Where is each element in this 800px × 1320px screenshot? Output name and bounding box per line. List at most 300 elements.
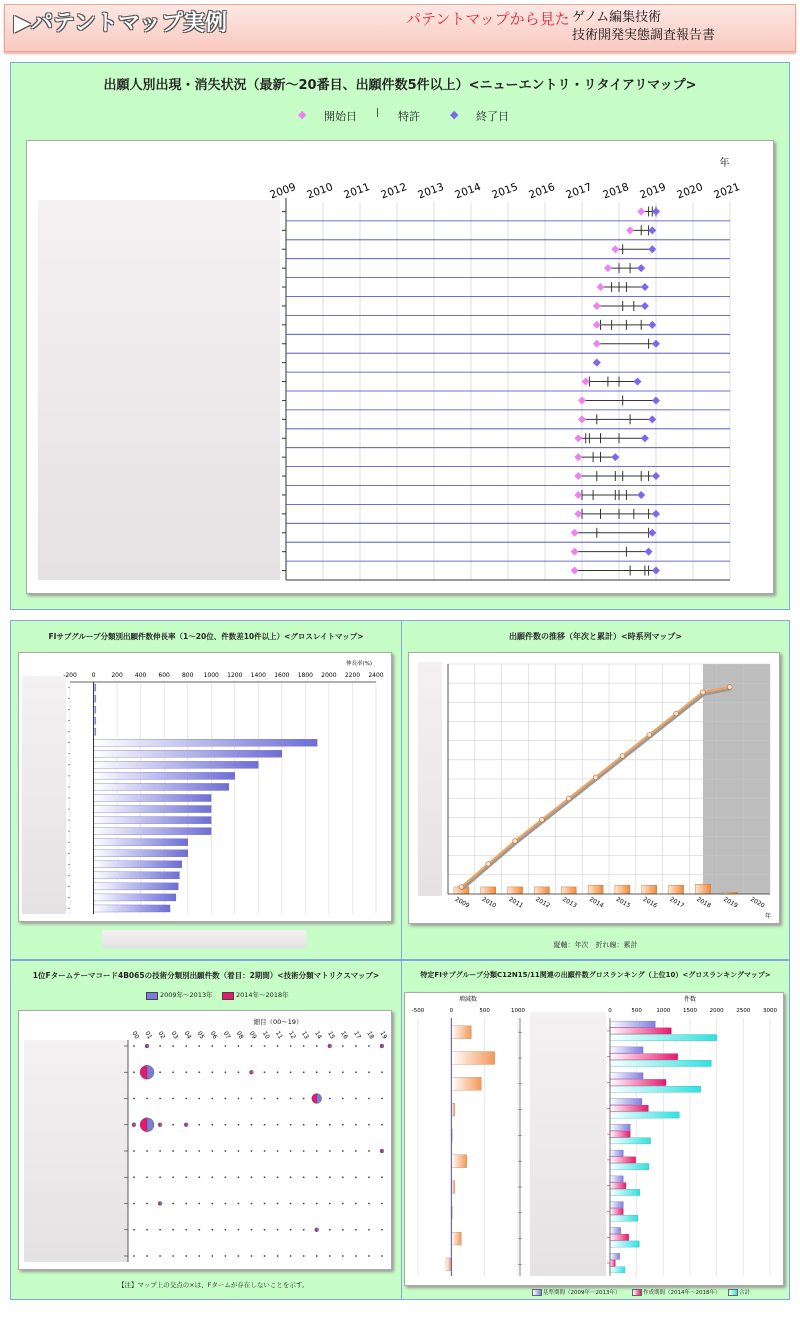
x-tick-label: 600 bbox=[158, 672, 170, 679]
end-date-marker bbox=[648, 321, 656, 329]
empty-intersection bbox=[159, 1071, 161, 1073]
empty-intersection bbox=[251, 1045, 253, 1047]
empty-intersection bbox=[211, 1203, 213, 1205]
empty-intersection bbox=[133, 1150, 135, 1152]
column-label: 19 bbox=[378, 1030, 389, 1041]
empty-intersection bbox=[355, 1203, 357, 1205]
bubble-period1-half bbox=[330, 1044, 332, 1048]
empty-intersection bbox=[198, 1045, 200, 1047]
empty-intersection bbox=[277, 1098, 279, 1100]
start-date-marker bbox=[574, 453, 582, 461]
time-series-plot bbox=[408, 652, 780, 924]
empty-intersection bbox=[211, 1229, 213, 1231]
right-tick-label: 2000 bbox=[709, 1008, 724, 1014]
start-date-marker bbox=[597, 283, 605, 291]
empty-intersection bbox=[277, 1045, 279, 1047]
bubble-period2-half bbox=[132, 1123, 134, 1127]
year-tick-label: 2021 bbox=[712, 180, 742, 202]
growth-bar bbox=[94, 850, 188, 857]
count-bar bbox=[610, 1131, 630, 1137]
empty-intersection bbox=[198, 1098, 200, 1100]
empty-intersection bbox=[146, 1150, 148, 1152]
empty-intersection bbox=[198, 1124, 200, 1126]
empty-intersection bbox=[316, 1203, 318, 1205]
legend-period2-label: 2014年～2018年 bbox=[236, 991, 289, 999]
year-tick-label: 2012 bbox=[379, 180, 409, 202]
count-bar bbox=[610, 1079, 666, 1085]
empty-intersection bbox=[355, 1255, 357, 1257]
empty-intersection bbox=[185, 1071, 187, 1073]
empty-intersection bbox=[172, 1098, 174, 1100]
column-label: 03 bbox=[169, 1030, 180, 1041]
annual-bar bbox=[534, 887, 549, 894]
empty-intersection bbox=[224, 1176, 226, 1178]
empty-intersection bbox=[329, 1098, 331, 1100]
start-date-marker bbox=[571, 567, 579, 575]
empty-intersection bbox=[185, 1150, 187, 1152]
empty-intersection bbox=[224, 1045, 226, 1047]
entry-retire-title: 出願人別出現・消失状況（最新～20番目、出願件数5件以上）<ニューエントリ・リタイアリマップ> bbox=[103, 78, 697, 93]
count-bar bbox=[610, 1054, 678, 1060]
empty-intersection bbox=[251, 1124, 253, 1126]
year-tick-label: 2019 bbox=[638, 180, 668, 202]
growth-bar bbox=[94, 783, 229, 790]
empty-intersection bbox=[355, 1098, 357, 1100]
bubble-period1-half bbox=[147, 1044, 149, 1048]
empty-intersection bbox=[381, 1255, 383, 1257]
empty-intersection bbox=[329, 1176, 331, 1178]
empty-intersection bbox=[133, 1098, 135, 1100]
end-date-marker bbox=[641, 283, 649, 291]
start-date-marker bbox=[574, 472, 582, 480]
bubble-period2-half bbox=[249, 1070, 251, 1074]
left-axis-label: 増減数 bbox=[458, 996, 478, 1003]
empty-intersection bbox=[159, 1150, 161, 1152]
right-axis-label: 件数 bbox=[683, 996, 697, 1003]
end-date-marker bbox=[637, 264, 645, 272]
diff-bar bbox=[451, 1155, 466, 1168]
start-date-marker bbox=[574, 491, 582, 499]
count-bar bbox=[610, 1164, 649, 1170]
year-tick-label: 2015 bbox=[490, 180, 520, 202]
year-tick-label: 2016 bbox=[641, 895, 659, 910]
year-tick-label: 2013 bbox=[561, 895, 578, 910]
empty-intersection bbox=[251, 1229, 253, 1231]
cumulative-line-shadow bbox=[462, 689, 730, 889]
empty-intersection bbox=[342, 1071, 344, 1073]
right-tick-label: 0 bbox=[608, 1008, 612, 1014]
count-bar bbox=[610, 1241, 639, 1247]
empty-intersection bbox=[172, 1176, 174, 1178]
growth-bar bbox=[94, 750, 282, 757]
empty-intersection bbox=[159, 1098, 161, 1100]
end-date-marker bbox=[648, 415, 656, 423]
empty-intersection bbox=[355, 1071, 357, 1073]
year-tick-label: 2019 bbox=[722, 895, 739, 910]
gross-ranking-plot bbox=[404, 992, 784, 1286]
empty-intersection bbox=[172, 1255, 174, 1257]
column-label: 16 bbox=[339, 1030, 350, 1041]
empty-intersection bbox=[277, 1124, 279, 1126]
matrix-plot bbox=[18, 1010, 392, 1270]
start-date-marker bbox=[593, 321, 601, 329]
patent-marker-icon: | bbox=[376, 108, 380, 118]
start-date-marker bbox=[574, 434, 582, 442]
empty-intersection bbox=[264, 1150, 266, 1152]
empty-intersection bbox=[355, 1045, 357, 1047]
column-label: 14 bbox=[313, 1030, 323, 1041]
growth-bar bbox=[94, 905, 170, 912]
diff-bar bbox=[446, 1258, 451, 1271]
bubble-period2-half bbox=[380, 1149, 382, 1153]
column-label: 07 bbox=[221, 1030, 232, 1041]
growth-bar bbox=[94, 839, 188, 846]
bubble-period1-half bbox=[147, 1118, 154, 1132]
count-bar bbox=[610, 1035, 717, 1041]
empty-intersection bbox=[316, 1150, 318, 1152]
empty-intersection bbox=[172, 1124, 174, 1126]
empty-intersection bbox=[211, 1045, 213, 1047]
empty-intersection bbox=[264, 1124, 266, 1126]
empty-intersection bbox=[264, 1229, 266, 1231]
right-tick-label: 3000 bbox=[763, 1008, 777, 1014]
growth-bar bbox=[94, 739, 318, 746]
empty-intersection bbox=[133, 1071, 135, 1073]
x-tick-label: 800 bbox=[181, 672, 194, 679]
end-date-marker bbox=[652, 510, 660, 518]
count-bar bbox=[610, 1028, 671, 1034]
empty-intersection bbox=[316, 1071, 318, 1073]
year-tick-label: 2020 bbox=[675, 180, 705, 202]
growth-bar bbox=[94, 894, 176, 901]
count-bar bbox=[610, 1176, 623, 1182]
diff-bar bbox=[451, 1052, 494, 1065]
x-tick-label: 400 bbox=[134, 672, 147, 679]
count-bar bbox=[610, 1047, 643, 1053]
empty-intersection bbox=[316, 1124, 318, 1126]
count-bar bbox=[610, 1227, 621, 1233]
end-marker-icon: ◆ bbox=[450, 108, 459, 121]
start-date-marker bbox=[578, 415, 586, 423]
empty-intersection bbox=[329, 1150, 331, 1152]
diff-bar bbox=[451, 1026, 471, 1039]
empty-intersection bbox=[329, 1124, 331, 1126]
count-bar bbox=[610, 1086, 701, 1092]
empty-intersection bbox=[238, 1255, 240, 1257]
growth-rate-caption-box bbox=[102, 930, 306, 948]
count-bar bbox=[610, 1105, 648, 1111]
column-label: 12 bbox=[286, 1030, 297, 1041]
start-date-marker bbox=[593, 340, 601, 348]
year-tick-label: 2014 bbox=[587, 895, 605, 910]
x-tick-label: 1600 bbox=[274, 672, 290, 679]
empty-intersection bbox=[224, 1098, 226, 1100]
count-bar bbox=[610, 1208, 623, 1214]
column-label: 17 bbox=[352, 1030, 363, 1041]
legend-swatch-base bbox=[532, 1289, 542, 1296]
empty-intersection bbox=[251, 1176, 253, 1178]
report-name-line2: 技術開発実態調査報告書 bbox=[572, 28, 716, 43]
column-label: 04 bbox=[182, 1030, 193, 1041]
column-label: 05 bbox=[195, 1030, 206, 1041]
empty-intersection bbox=[342, 1255, 344, 1257]
empty-intersection bbox=[211, 1098, 213, 1100]
growth-rate-title: FIサブグループ分類別出願件数伸長率（1～20位、件数差10件以上）<グロスレイトマップ> bbox=[48, 632, 364, 641]
x-tick-label: 2000 bbox=[321, 672, 337, 679]
end-date-marker bbox=[652, 340, 660, 348]
annual-bar bbox=[669, 885, 684, 894]
empty-intersection bbox=[277, 1150, 279, 1152]
cumulative-point bbox=[620, 754, 625, 759]
column-label: 13 bbox=[300, 1030, 310, 1041]
count-bar bbox=[610, 1138, 651, 1144]
empty-intersection bbox=[290, 1176, 292, 1178]
bubble-period1-half bbox=[382, 1149, 384, 1153]
count-bar bbox=[610, 1060, 711, 1066]
empty-intersection bbox=[303, 1071, 305, 1073]
empty-intersection bbox=[368, 1124, 370, 1126]
empty-intersection bbox=[224, 1255, 226, 1257]
empty-intersection bbox=[329, 1071, 331, 1073]
x-tick-label: 1800 bbox=[297, 672, 314, 679]
empty-intersection bbox=[342, 1098, 344, 1100]
empty-intersection bbox=[251, 1150, 253, 1152]
start-date-marker bbox=[637, 207, 645, 215]
empty-intersection bbox=[198, 1071, 200, 1073]
annual-bar bbox=[481, 887, 496, 894]
right-tick-label: 1500 bbox=[683, 1008, 697, 1014]
year-tick-label: 2017 bbox=[668, 895, 686, 910]
count-bar bbox=[610, 1189, 640, 1195]
column-label: 02 bbox=[156, 1030, 167, 1041]
end-date-marker bbox=[641, 434, 649, 442]
empty-intersection bbox=[381, 1071, 383, 1073]
start-date-marker bbox=[578, 396, 586, 404]
annual-bar bbox=[615, 885, 630, 894]
diff-bar bbox=[451, 1181, 454, 1194]
end-date-marker bbox=[648, 245, 656, 253]
empty-intersection bbox=[368, 1229, 370, 1231]
gross-ranking-legend bbox=[532, 1288, 790, 1298]
year-tick-label: 2010 bbox=[305, 180, 335, 202]
x-tick-label: -200 bbox=[63, 672, 77, 679]
empty-intersection bbox=[211, 1255, 213, 1257]
empty-intersection bbox=[185, 1255, 187, 1257]
page-subtitle: パテントマップから見た bbox=[406, 10, 570, 28]
empty-intersection bbox=[342, 1229, 344, 1231]
empty-intersection bbox=[211, 1150, 213, 1152]
empty-intersection bbox=[290, 1071, 292, 1073]
empty-intersection bbox=[264, 1176, 266, 1178]
empty-intersection bbox=[264, 1255, 266, 1257]
bubble-period2-half bbox=[140, 1118, 147, 1132]
bubble-period1-half bbox=[134, 1123, 136, 1127]
empty-intersection bbox=[368, 1045, 370, 1047]
start-date-marker bbox=[582, 378, 590, 386]
empty-intersection bbox=[172, 1071, 174, 1073]
empty-intersection bbox=[264, 1045, 266, 1047]
bubble-period2-half bbox=[315, 1228, 317, 1232]
count-bar bbox=[610, 1215, 638, 1221]
empty-intersection bbox=[264, 1203, 266, 1205]
year-tick-label: 2009 bbox=[453, 895, 471, 910]
empty-intersection bbox=[133, 1229, 135, 1231]
cumulative-point bbox=[459, 885, 464, 890]
diff-bar bbox=[451, 1232, 461, 1245]
empty-intersection bbox=[290, 1203, 292, 1205]
legend-swatch-period2 bbox=[222, 992, 234, 1000]
empty-intersection bbox=[133, 1255, 135, 1257]
growth-bar bbox=[94, 883, 179, 890]
empty-intersection bbox=[146, 1229, 148, 1231]
empty-intersection bbox=[277, 1071, 279, 1073]
column-label: 08 bbox=[234, 1030, 245, 1041]
empty-intersection bbox=[172, 1229, 174, 1231]
empty-intersection bbox=[159, 1229, 161, 1231]
empty-intersection bbox=[355, 1124, 357, 1126]
empty-intersection bbox=[381, 1176, 383, 1178]
start-date-marker bbox=[611, 245, 619, 253]
year-tick-label: 2015 bbox=[614, 895, 632, 910]
end-date-marker bbox=[593, 359, 601, 367]
column-label: 00 bbox=[130, 1030, 141, 1041]
entry-retire-plot bbox=[26, 140, 774, 594]
empty-intersection bbox=[316, 1176, 318, 1178]
empty-intersection bbox=[146, 1255, 148, 1257]
empty-intersection bbox=[185, 1045, 187, 1047]
bubble-period1-half bbox=[160, 1123, 162, 1127]
count-bar bbox=[610, 1073, 643, 1079]
empty-intersection bbox=[264, 1098, 266, 1100]
x-unit-label: 年 bbox=[764, 913, 772, 920]
left-tick-label: 500 bbox=[479, 1008, 490, 1014]
empty-intersection bbox=[224, 1124, 226, 1126]
growth-bar bbox=[94, 861, 182, 868]
right-tick-label: 1000 bbox=[656, 1008, 671, 1014]
time-series-footnote: 縦軸：年次 折れ線：累計 bbox=[553, 941, 638, 949]
empty-intersection bbox=[133, 1176, 135, 1178]
empty-intersection bbox=[251, 1255, 253, 1257]
growth-bar bbox=[94, 817, 212, 824]
year-tick-label: 2011 bbox=[342, 180, 372, 202]
growth-bar bbox=[94, 872, 180, 879]
empty-intersection bbox=[342, 1045, 344, 1047]
empty-intersection bbox=[185, 1176, 187, 1178]
cumulative-point bbox=[727, 685, 732, 690]
year-tick-label: 2016 bbox=[527, 180, 557, 202]
empty-intersection bbox=[238, 1176, 240, 1178]
end-date-marker bbox=[648, 226, 656, 234]
bubble-period2-half bbox=[145, 1044, 147, 1048]
annual-bar bbox=[508, 887, 523, 894]
count-bar bbox=[610, 1157, 636, 1163]
start-date-marker bbox=[593, 302, 601, 310]
empty-intersection bbox=[381, 1203, 383, 1205]
empty-intersection bbox=[290, 1124, 292, 1126]
empty-intersection bbox=[329, 1229, 331, 1231]
empty-intersection bbox=[224, 1071, 226, 1073]
empty-intersection bbox=[159, 1045, 161, 1047]
bubble-period1-half bbox=[317, 1094, 322, 1104]
matrix-footnote: 【注】マップ上の交点の×は、Fタームが存在しないことを示す。 bbox=[118, 1281, 309, 1289]
year-tick-label: 2018 bbox=[695, 895, 713, 910]
matrix-legend bbox=[140, 990, 340, 1002]
empty-intersection bbox=[290, 1150, 292, 1152]
empty-intersection bbox=[329, 1255, 331, 1257]
empty-intersection bbox=[238, 1124, 240, 1126]
year-tick-label: 2017 bbox=[564, 180, 594, 202]
column-label: 01 bbox=[143, 1030, 154, 1041]
start-date-marker bbox=[574, 510, 582, 518]
cumulative-point bbox=[513, 839, 518, 844]
bubble-period1-half bbox=[147, 1065, 154, 1079]
empty-intersection bbox=[146, 1203, 148, 1205]
column-label: 06 bbox=[208, 1030, 219, 1041]
empty-intersection bbox=[381, 1229, 383, 1231]
empty-intersection bbox=[342, 1124, 344, 1126]
right-tick-label: 2500 bbox=[736, 1008, 751, 1014]
empty-intersection bbox=[211, 1124, 213, 1126]
empty-intersection bbox=[172, 1045, 174, 1047]
end-date-marker bbox=[611, 453, 619, 461]
year-tick-label: 2020 bbox=[748, 895, 766, 910]
empty-intersection bbox=[368, 1203, 370, 1205]
count-bar bbox=[610, 1112, 679, 1118]
annual-bar bbox=[695, 884, 710, 894]
empty-intersection bbox=[185, 1098, 187, 1100]
bubble-period1-half bbox=[317, 1228, 319, 1232]
column-label: 09 bbox=[247, 1030, 258, 1041]
count-bar bbox=[610, 1183, 626, 1189]
empty-intersection bbox=[224, 1203, 226, 1205]
empty-intersection bbox=[342, 1203, 344, 1205]
year-tick-label: 2014 bbox=[453, 180, 483, 202]
empty-intersection bbox=[251, 1098, 253, 1100]
bubble-period2-half bbox=[328, 1044, 330, 1048]
start-date-marker bbox=[626, 226, 634, 234]
empty-intersection bbox=[251, 1203, 253, 1205]
empty-intersection bbox=[238, 1203, 240, 1205]
end-date-marker bbox=[652, 207, 660, 215]
end-date-marker bbox=[634, 378, 642, 386]
left-tick-label: 1000 bbox=[511, 1008, 525, 1014]
empty-intersection bbox=[146, 1176, 148, 1178]
cumulative-point bbox=[674, 711, 679, 716]
empty-intersection bbox=[303, 1045, 305, 1047]
column-label: 11 bbox=[273, 1030, 284, 1041]
empty-intersection bbox=[303, 1176, 305, 1178]
bubble-period2-half bbox=[158, 1123, 160, 1127]
x-tick-label: 0 bbox=[91, 672, 96, 679]
legend-swatch-total bbox=[728, 1289, 738, 1296]
start-marker-icon: ◆ bbox=[298, 108, 307, 121]
matrix-title: 1位Fタームテーマコード4B065の技術分類別出願件数（着目：2期間）<技術分類マトリクスマップ> bbox=[32, 971, 380, 980]
end-date-marker bbox=[641, 302, 649, 310]
empty-intersection bbox=[264, 1071, 266, 1073]
entry-retire-legend bbox=[298, 108, 518, 124]
empty-intersection bbox=[185, 1229, 187, 1231]
cumulative-point bbox=[540, 817, 545, 822]
column-label: 15 bbox=[326, 1030, 337, 1041]
empty-intersection bbox=[224, 1229, 226, 1231]
end-date-marker bbox=[637, 491, 645, 499]
empty-intersection bbox=[172, 1203, 174, 1205]
empty-intersection bbox=[277, 1255, 279, 1257]
count-bar bbox=[610, 1253, 620, 1259]
empty-intersection bbox=[211, 1176, 213, 1178]
legend-patent-label: 特許 bbox=[398, 110, 420, 123]
legend-swatch-period1 bbox=[146, 992, 158, 1000]
